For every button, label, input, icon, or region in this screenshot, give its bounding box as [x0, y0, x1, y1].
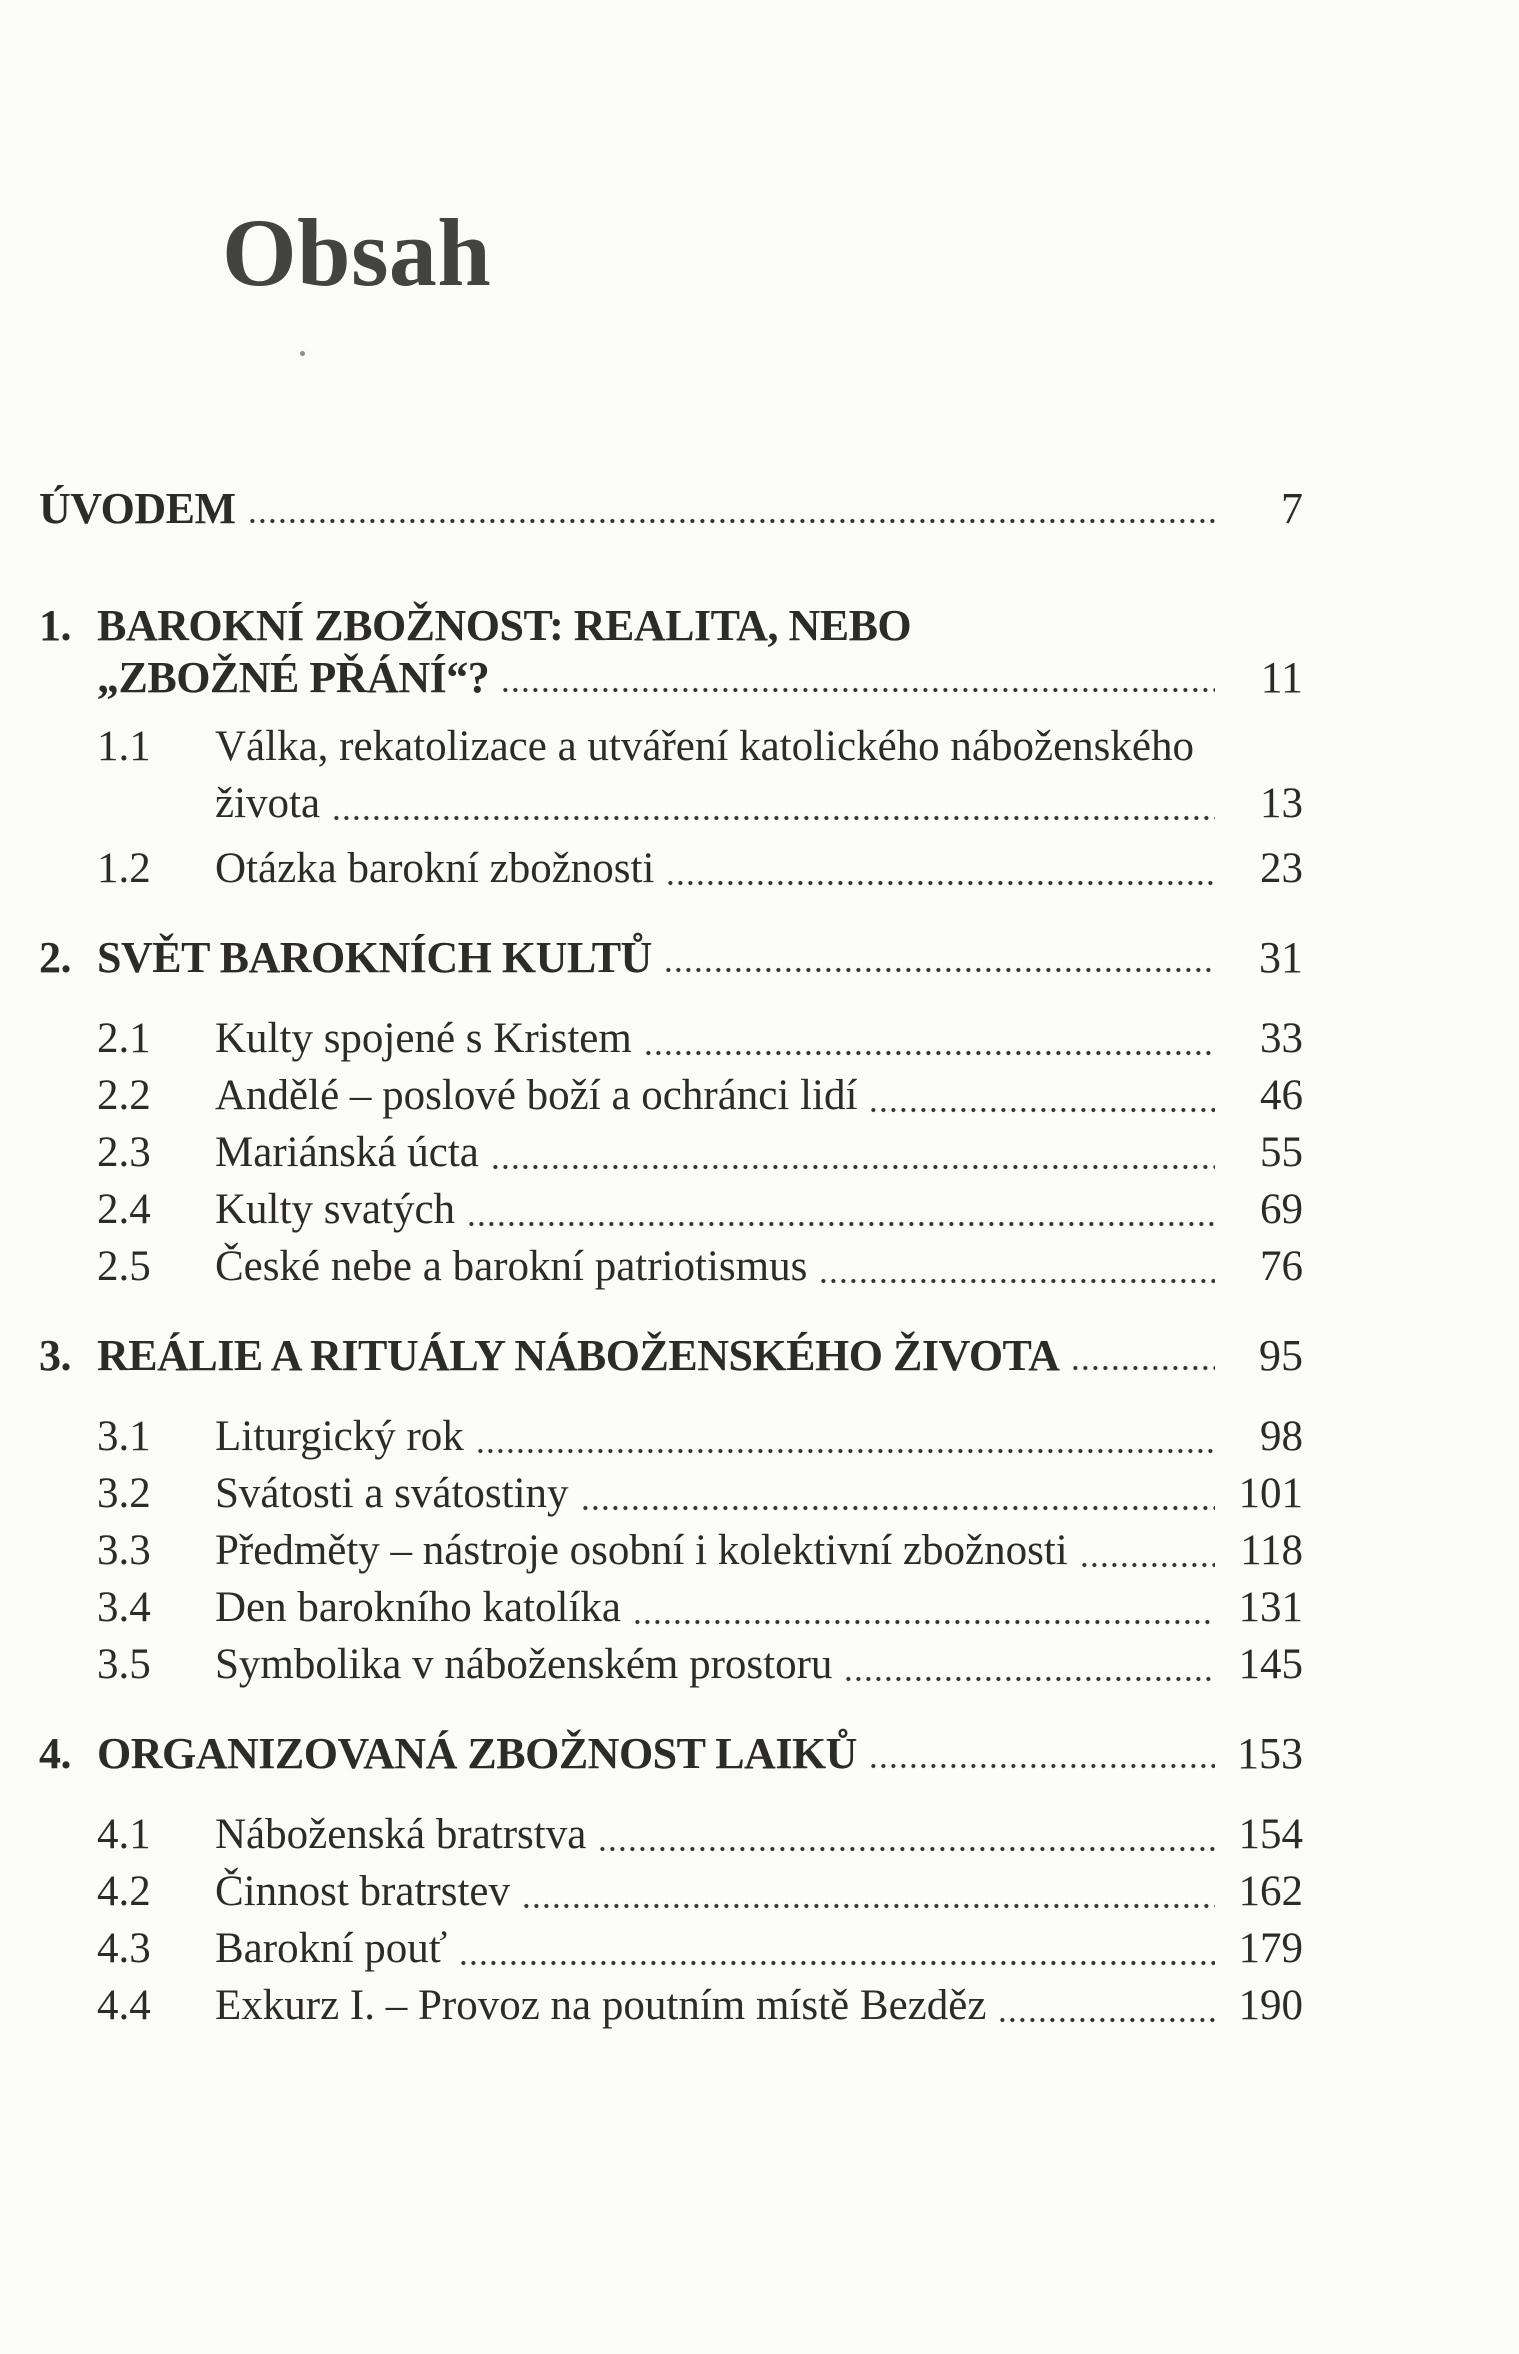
item-number: 3.3	[97, 1527, 151, 1574]
item-title-line	[215, 1181, 1303, 1238]
page-title: Obsah	[222, 199, 492, 306]
page-number: 31	[1259, 933, 1303, 982]
dot-leader	[600, 1846, 1215, 1852]
toc-item	[97, 1010, 1303, 1067]
toc-section-2	[39, 932, 1303, 1295]
item-body	[215, 1806, 1303, 1863]
page-number: 13	[1260, 780, 1303, 827]
dot-leader	[871, 1107, 1215, 1113]
item-title: Činnost bratrstev	[215, 1868, 510, 1915]
toc-item	[97, 1636, 1303, 1693]
item-title: Mariánská úcta	[215, 1129, 479, 1176]
section-title-continuation-line	[97, 652, 1303, 704]
section-number: 3.	[39, 1331, 71, 1380]
item-title-line	[215, 1238, 1303, 1295]
toc-section-heading	[39, 600, 1303, 704]
page-number: 145	[1238, 1641, 1303, 1688]
item-body	[215, 1920, 1303, 1977]
toc-entry-intro	[39, 483, 1303, 535]
item-title-line	[215, 1067, 1303, 1124]
toc-section-3	[39, 1330, 1303, 1693]
toc-section-1	[39, 600, 1303, 897]
dot-leader	[334, 815, 1215, 821]
dot-leader	[493, 1164, 1215, 1170]
dot-leader	[668, 880, 1215, 886]
item-body	[215, 1465, 1303, 1522]
dot-leader	[461, 1960, 1215, 1966]
item-number: 3.5	[97, 1641, 151, 1688]
item-number: 2.5	[97, 1243, 151, 1290]
toc-item	[97, 840, 1303, 897]
section-title-line	[97, 1330, 1303, 1382]
dot-leader	[1082, 1562, 1215, 1568]
section-title: ORGANIZOVANÁ ZBOŽNOST LAIKŮ	[97, 1729, 857, 1778]
item-title-line	[215, 1408, 1303, 1465]
intro-label: ÚVODEM	[39, 484, 236, 533]
item-body	[215, 1636, 1303, 1693]
item-title: Symbolika v náboženském prostoru	[215, 1641, 833, 1688]
page-number: 76	[1260, 1243, 1303, 1290]
page-number: 95	[1259, 1331, 1303, 1380]
page-number: 98	[1260, 1413, 1303, 1460]
toc-item	[97, 1408, 1303, 1465]
section-title-line	[97, 1728, 1303, 1780]
toc-item	[97, 1522, 1303, 1579]
section-number: 1.	[39, 601, 71, 650]
page-number: 69	[1260, 1186, 1303, 1233]
item-body	[215, 840, 1303, 897]
section-title: BAROKNÍ ZBOŽNOST: REALITA, NEBO	[97, 601, 912, 650]
dot-leader	[469, 1221, 1215, 1227]
item-body	[215, 1579, 1303, 1636]
toc-section-heading	[39, 1330, 1303, 1382]
item-number: 4.2	[97, 1868, 151, 1915]
item-number: 1.2	[97, 845, 151, 892]
toc-section-heading	[39, 1728, 1303, 1780]
item-body	[215, 1067, 1303, 1124]
page-number: 131	[1238, 1584, 1303, 1631]
toc-item	[97, 718, 1303, 832]
toc-item	[97, 1579, 1303, 1636]
dot-leader	[821, 1278, 1215, 1284]
toc-item	[97, 1806, 1303, 1863]
dot-leader	[635, 1619, 1215, 1625]
toc-item	[97, 1863, 1303, 1920]
item-number: 2.4	[97, 1186, 151, 1233]
item-body	[215, 1124, 1303, 1181]
section-heading-body	[97, 1728, 1303, 1780]
item-title: Kulty svatých	[215, 1186, 456, 1233]
page-number: 11	[1260, 653, 1303, 702]
page-number: 153	[1237, 1729, 1303, 1778]
item-title: Válka, rekatolizace a utváření katolického náboženského	[215, 723, 1194, 770]
toc-item	[97, 1238, 1303, 1295]
item-title-line	[215, 1579, 1303, 1636]
item-title-line	[215, 1522, 1303, 1579]
item-body	[215, 1522, 1303, 1579]
item-number: 2.1	[97, 1015, 151, 1062]
item-title: Náboženská bratrstva	[215, 1811, 587, 1858]
item-title: Liturgický rok	[215, 1413, 464, 1460]
item-body	[215, 718, 1303, 832]
page-number: 55	[1260, 1129, 1303, 1176]
item-title-line	[215, 1977, 1303, 2034]
dot-leader	[846, 1676, 1215, 1682]
dot-leader	[250, 518, 1215, 524]
item-title-continuation-line	[215, 775, 1303, 832]
section-title-continuation: „ZBOŽNÉ PŘÁNÍ“?	[97, 653, 490, 702]
dot-leader	[646, 1050, 1215, 1056]
dot-leader	[1073, 1365, 1215, 1371]
toc-section-4	[39, 1728, 1303, 2034]
section-heading-body	[97, 1330, 1303, 1382]
toc-item	[97, 1124, 1303, 1181]
dot-leader	[503, 687, 1215, 693]
item-title: Exkurz I. – Provoz na poutním místě Bezděz	[215, 1982, 987, 2029]
item-number: 4.1	[97, 1811, 151, 1858]
item-title-line	[215, 1124, 1303, 1181]
item-title: Andělé – poslové boží a ochránci lidí	[215, 1072, 858, 1119]
item-number: 2.3	[97, 1129, 151, 1176]
item-number: 3.2	[97, 1470, 151, 1517]
item-body	[215, 1863, 1303, 1920]
section-items	[39, 1010, 1303, 1295]
item-number: 1.1	[97, 723, 151, 770]
dot-leader	[666, 967, 1215, 973]
toc-item	[97, 1181, 1303, 1238]
page-number: 190	[1238, 1982, 1303, 2029]
item-number: 4.3	[97, 1925, 151, 1972]
section-items	[39, 1806, 1303, 2034]
item-title-line	[215, 1636, 1303, 1693]
dot-leader	[583, 1505, 1215, 1511]
item-body	[215, 1977, 1303, 2034]
page-number: 154	[1238, 1811, 1303, 1858]
toc-section-heading	[39, 932, 1303, 984]
page-number: 46	[1260, 1072, 1303, 1119]
toc-item	[97, 1067, 1303, 1124]
dot-leader	[524, 1903, 1215, 1909]
scan-speck	[300, 351, 305, 356]
item-title: Svátosti a svátostiny	[215, 1470, 569, 1517]
page-number: 7	[1281, 484, 1303, 533]
page-number: 33	[1260, 1015, 1303, 1062]
section-number: 2.	[39, 933, 71, 982]
section-heading-body	[97, 932, 1303, 984]
dot-leader	[1000, 2017, 1215, 2023]
toc-item	[97, 1977, 1303, 2034]
item-number: 3.1	[97, 1413, 151, 1460]
section-heading-body	[97, 600, 1303, 704]
item-title: Kulty spojené s Kristem	[215, 1015, 632, 1062]
item-title-line	[215, 1920, 1303, 1977]
item-title-line	[215, 1806, 1303, 1863]
toc-item	[97, 1465, 1303, 1522]
section-title: REÁLIE A RITUÁLY NÁBOŽENSKÉHO ŽIVOTA	[97, 1331, 1060, 1380]
section-title: SVĚT BAROKNÍCH KULTŮ	[97, 933, 652, 982]
item-title: Předměty – nástroje osobní i kolektivní zbožnosti	[215, 1527, 1068, 1574]
item-body	[215, 1010, 1303, 1067]
toc-item	[97, 1920, 1303, 1977]
page-number: 162	[1238, 1868, 1303, 1915]
item-body	[215, 1238, 1303, 1295]
item-number: 4.4	[97, 1982, 151, 2029]
item-title-continuation: života	[215, 780, 321, 827]
item-title: Den barokního katolíka	[215, 1584, 622, 1631]
item-title: Otázka barokní zbožnosti	[215, 845, 655, 892]
toc-content	[39, 0, 1303, 2034]
page-number: 179	[1238, 1925, 1303, 1972]
item-title-line	[215, 840, 1303, 897]
section-title-line	[97, 932, 1303, 984]
section-items	[39, 718, 1303, 897]
item-title-line	[215, 1465, 1303, 1522]
item-title: Barokní pouť	[215, 1925, 448, 1972]
page-number: 23	[1260, 845, 1303, 892]
item-body	[215, 1181, 1303, 1238]
section-number: 4.	[39, 1729, 71, 1778]
page-number: 101	[1238, 1470, 1303, 1517]
page-number: 118	[1240, 1527, 1303, 1574]
dot-leader	[478, 1448, 1215, 1454]
dot-leader	[871, 1763, 1215, 1769]
section-items	[39, 1408, 1303, 1693]
item-title: České nebe a barokní patriotismus	[215, 1243, 808, 1290]
item-title-line	[215, 1863, 1303, 1920]
item-number: 2.2	[97, 1072, 151, 1119]
item-title-line	[215, 1010, 1303, 1067]
item-body	[215, 1408, 1303, 1465]
item-number: 3.4	[97, 1584, 151, 1631]
